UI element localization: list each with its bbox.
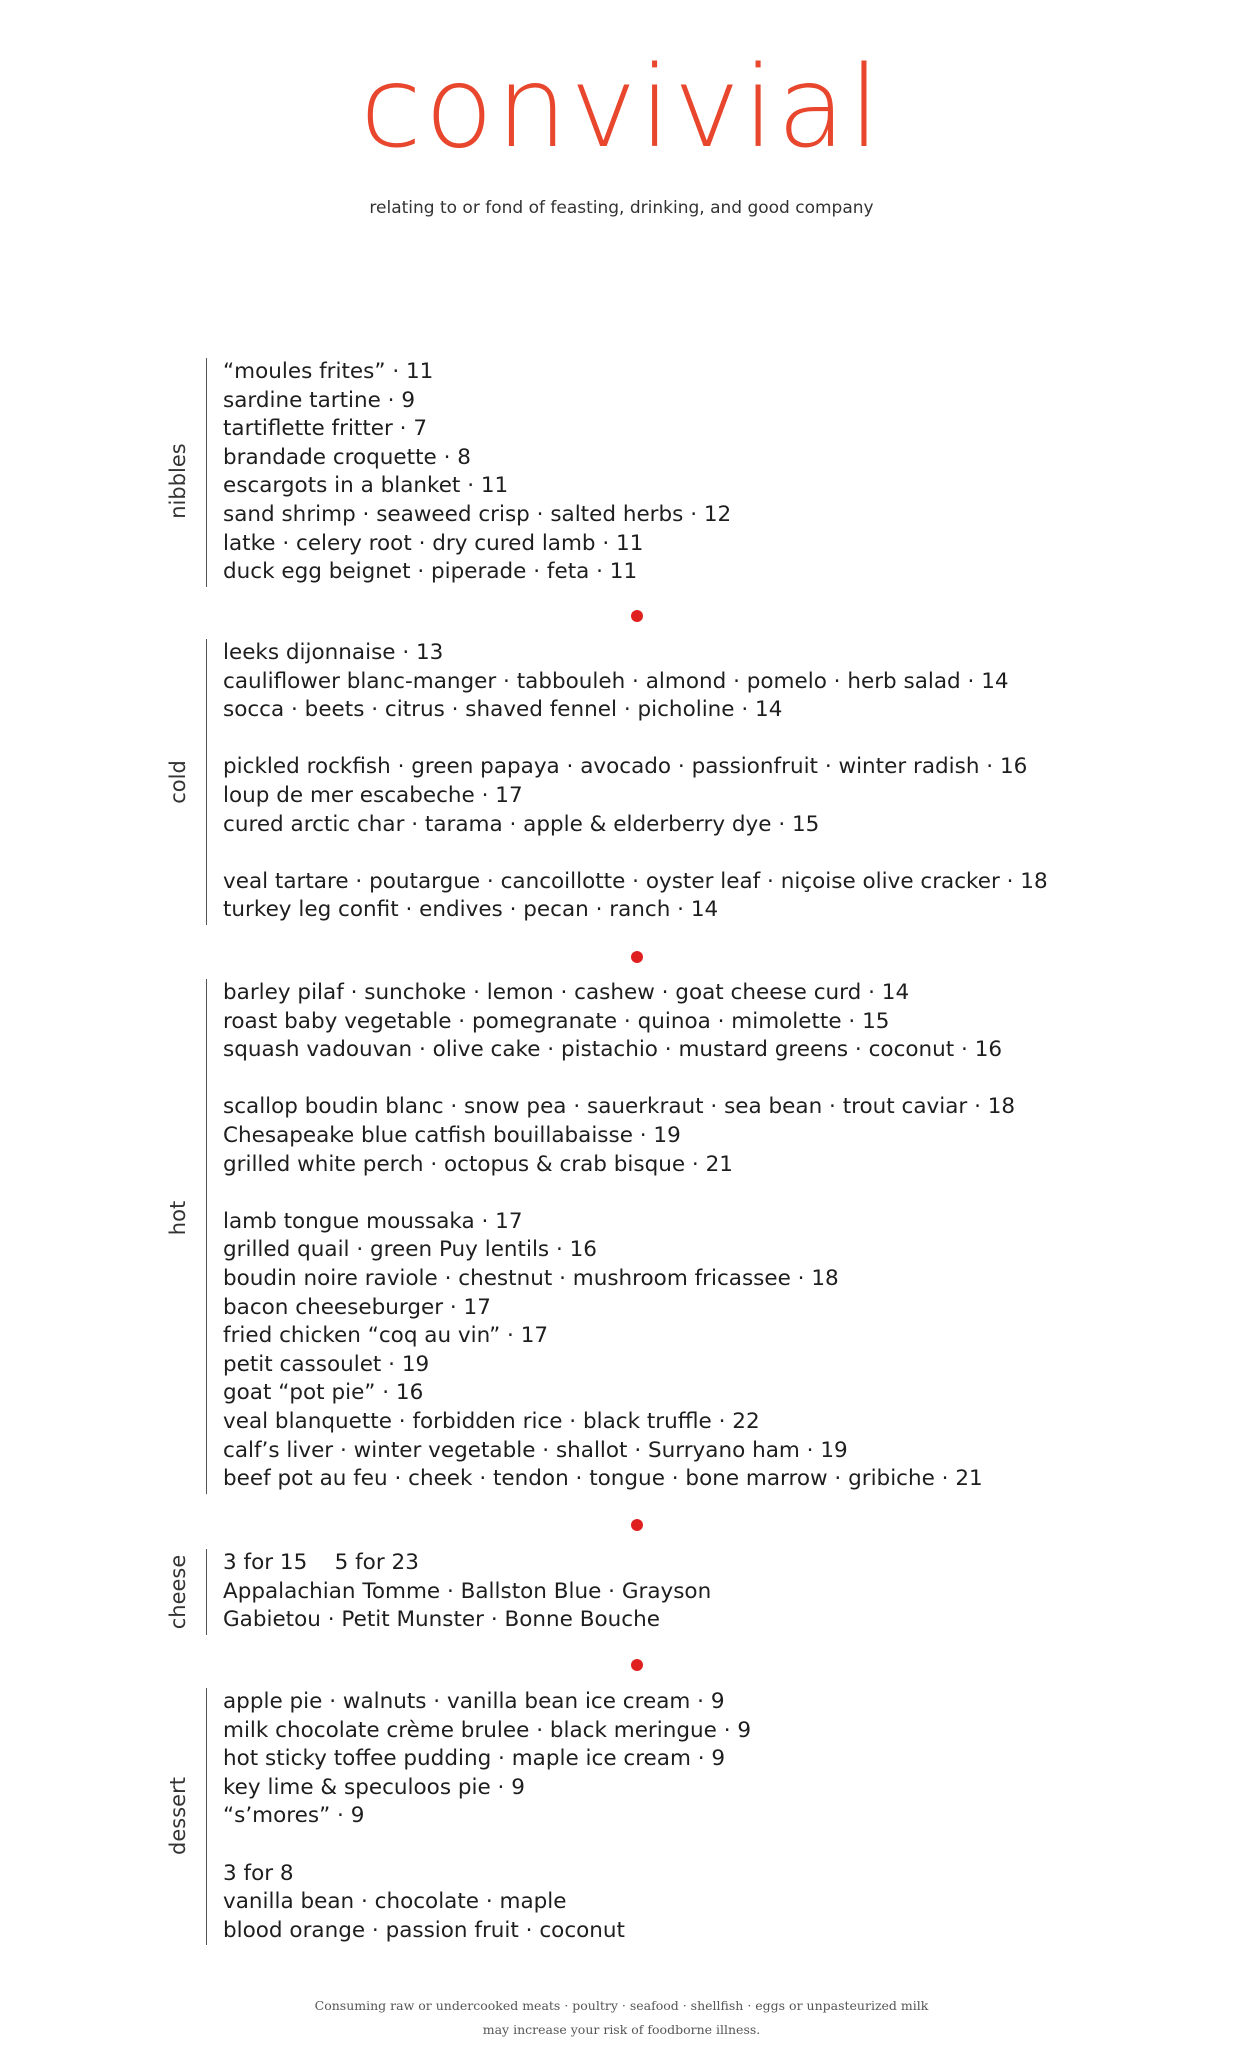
menu-item: barley pilaf · sunchoke · lemon · cashew · goat cheese curd · 14	[223, 980, 910, 1005]
menu-item: blood orange · passion fruit · coconut	[223, 1917, 625, 1943]
menu-item: turkey leg confit · endives · pecan · ranch · 14	[223, 897, 719, 923]
menu-item: sardine tartine · 9	[223, 387, 416, 413]
section-label-dessert: dessert	[166, 1777, 190, 1855]
menu-item: brandade croquette · 8	[223, 444, 471, 470]
menu-item: “s’mores” · 9	[223, 1803, 365, 1829]
menu-item: “moules frites” · 11	[223, 359, 434, 384]
section-cold	[206, 639, 1048, 925]
menu-item: duck egg beignet · piperade · feta · 11	[223, 559, 638, 585]
allergy-disclaimer-line-2: may increase your risk of foodborne illness.	[482, 2022, 761, 2037]
menu-item: latke · celery root · dry cured lamb · 11	[223, 530, 644, 556]
allergy-disclaimer-line-1: Consuming raw or undercooked meats · poultry · seafood · shellfish · eggs or unpasteurized milk	[314, 1998, 929, 2013]
menu-item: beef pot au feu · cheek · tendon · tongue · bone marrow · gribiche · 21	[223, 1466, 983, 1492]
menu-item: roast baby vegetable · pomegranate · quinoa · mimolette · 15	[223, 1008, 890, 1034]
menu-item: escargots in a blanket · 11	[223, 473, 509, 499]
menu-item: vanilla bean · chocolate · maple	[223, 1889, 567, 1915]
menu-item: petit cassoulet · 19	[223, 1351, 430, 1377]
menu-item: lamb tongue moussaka · 17	[223, 1208, 523, 1234]
section-hot	[206, 979, 1015, 1494]
menu-item: Appalachian Tomme · Ballston Blue · Grayson	[223, 1578, 712, 1604]
section-divider-dot	[631, 1519, 643, 1531]
menu-item: apple pie · walnuts · vanilla bean ice cream · 9	[223, 1689, 725, 1714]
section-cheese	[206, 1549, 711, 1635]
menu-item: grilled quail · green Puy lentils · 16	[223, 1237, 597, 1263]
menu-item: fried chicken “coq au vin” · 17	[223, 1323, 549, 1349]
menu-item: Chesapeake blue catfish bouillabaisse · 19	[223, 1122, 681, 1148]
menu-item: calf’s liver · winter vegetable · shallot · Surryano ham · 19	[223, 1437, 848, 1463]
section-divider-dot	[631, 610, 643, 622]
menu-item: sand shrimp · seaweed crisp · salted herbs · 12	[223, 501, 732, 527]
menu-item: loup de mer escabeche · 17	[223, 782, 523, 808]
menu-item: scallop boudin blanc · snow pea · sauerkraut · sea bean · trout caviar · 18	[223, 1094, 1016, 1120]
menu-item: grilled white perch · octopus & crab bisque · 21	[223, 1151, 733, 1177]
menu-item: hot sticky toffee pudding · maple ice cream · 9	[223, 1746, 726, 1772]
section-nibbles	[206, 358, 731, 587]
menu-item: key lime & speculoos pie · 9	[223, 1774, 525, 1800]
section-dessert	[206, 1688, 751, 1945]
tagline: relating to or fond of feasting, drinking, and good company	[369, 198, 874, 218]
section-label-cold: cold	[166, 760, 190, 804]
menu-item: goat “pot pie” · 16	[223, 1380, 424, 1406]
section-label-hot: hot	[166, 1200, 190, 1236]
menu-item: 3 for 15 5 for 23	[223, 1550, 419, 1575]
menu-item: squash vadouvan · olive cake · pistachio · mustard greens · coconut · 16	[223, 1037, 1003, 1063]
menu-item: veal tartare · poutargue · cancoillotte · oyster leaf · niçoise olive cracker · 18	[223, 868, 1048, 894]
menu-item: boudin noire raviole · chestnut · mushroom fricassee · 18	[223, 1265, 839, 1291]
menu-item: leeks dijonnaise · 13	[223, 640, 444, 665]
menu-item: cauliflower blanc-manger · tabbouleh · almond · pomelo · herb salad · 14	[223, 668, 1009, 694]
menu-item: bacon cheeseburger · 17	[223, 1294, 491, 1320]
menu-item: socca · beets · citrus · shaved fennel · picholine · 14	[223, 697, 783, 723]
section-divider-dot	[631, 951, 643, 963]
menu-item: Gabietou · Petit Munster · Bonne Bouche	[223, 1607, 660, 1633]
section-divider-dot	[631, 1659, 643, 1671]
menu-item: veal blanquette · forbidden rice · black truffle · 22	[223, 1408, 760, 1434]
section-label-cheese: cheese	[166, 1554, 190, 1630]
menu-item: tartiflette fritter · 7	[223, 416, 428, 442]
menu-item: 3 for 8	[223, 1860, 294, 1886]
section-label-nibbles: nibbles	[166, 443, 190, 519]
menu-item: cured arctic char · tarama · apple & elderberry dye · 15	[223, 811, 820, 837]
restaurant-logo: convivial	[360, 43, 883, 173]
menu-item: milk chocolate crème brulee · black meringue · 9	[223, 1717, 752, 1743]
menu-item: pickled rockfish · green papaya · avocado · passionfruit · winter radish · 16	[223, 754, 1028, 780]
